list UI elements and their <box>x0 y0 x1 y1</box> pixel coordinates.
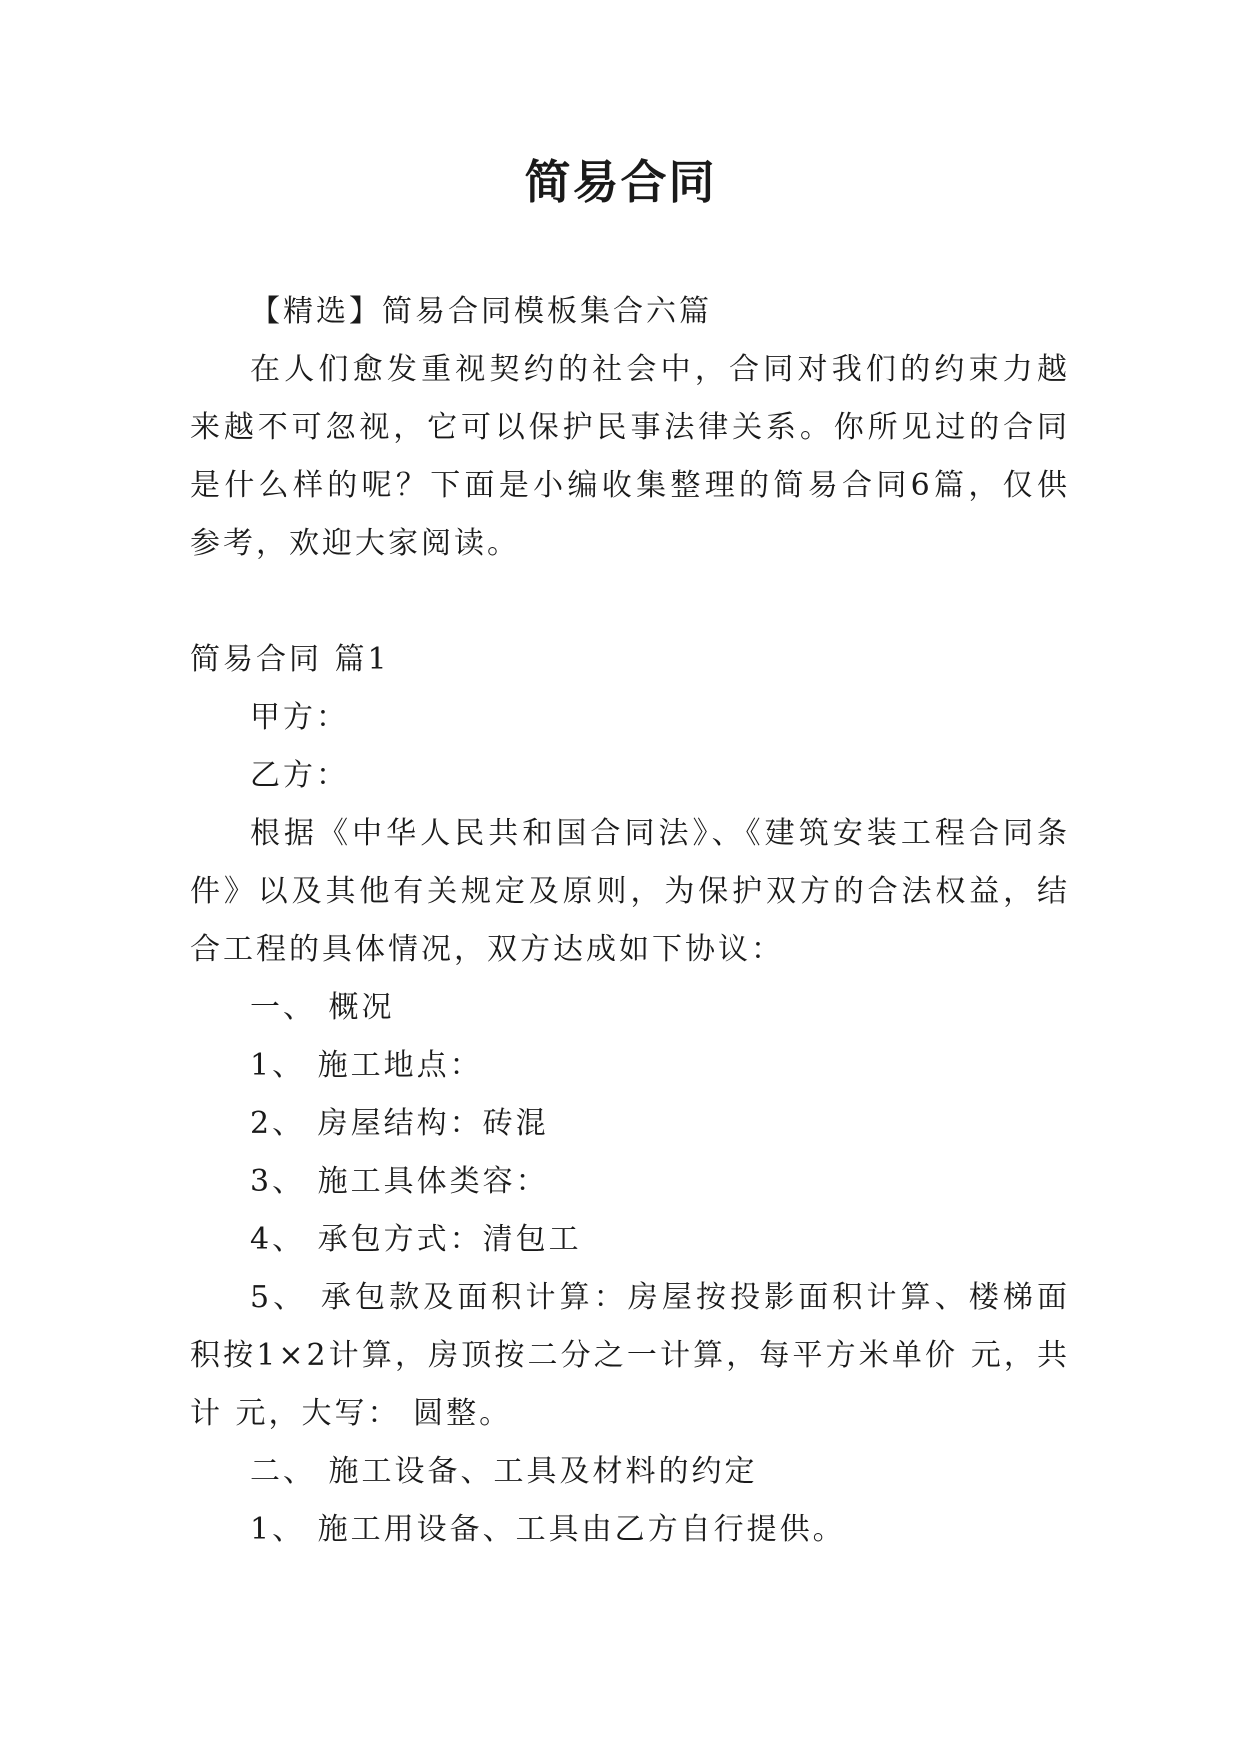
item-location: 1、 施工地点： <box>250 1048 483 1083</box>
part1-title: 一、 概况 <box>250 990 395 1025</box>
part2-title: 二、 施工设备、工具及材料的约定 <box>250 1454 758 1489</box>
document-title: 简易合同 <box>524 155 717 209</box>
item-method: 4、 承包方式：清包工 <box>250 1222 582 1257</box>
party-b-line: 乙方： <box>250 758 349 793</box>
item-payment: 5、 承包款及面积计算：房屋按投影面积计算、楼梯面积按1×2计算，房顶按二分之一计算，每平方米单价 元，共计 元，大写： 圆整。 <box>190 1280 1070 1431</box>
party-a-line: 甲方： <box>250 700 349 735</box>
basis-paragraph: 根据《中华人民共和国合同法》、《建筑安装工程合同条件》以及其他有关规定及原则，为保护双方的合法权益，结合工程的具体情况，双方达成如下协议： <box>190 816 1070 967</box>
item-content: 3、 施工具体类容： <box>250 1164 549 1199</box>
item-structure: 2、 房屋结构：砖混 <box>250 1106 549 1141</box>
intro-subtitle: 【精选】简易合同模板集合六篇 <box>250 294 712 329</box>
intro-paragraph: 在人们愈发重视契约的社会中，合同对我们的约束力越来越不可忽视，它可以保护民事法律关系。你所见过的合同是什么样的呢？下面是小编收集整理的简易合同6篇，仅供参考，欢迎大家阅读。 <box>190 352 1070 561</box>
section-heading: 简易合同 篇1 <box>190 642 390 677</box>
part2-item-equipment: 1、 施工用设备、工具由乙方自行提供。 <box>250 1512 846 1547</box>
paragraph-gap <box>190 573 1070 631</box>
document-body <box>190 283 1070 1559</box>
